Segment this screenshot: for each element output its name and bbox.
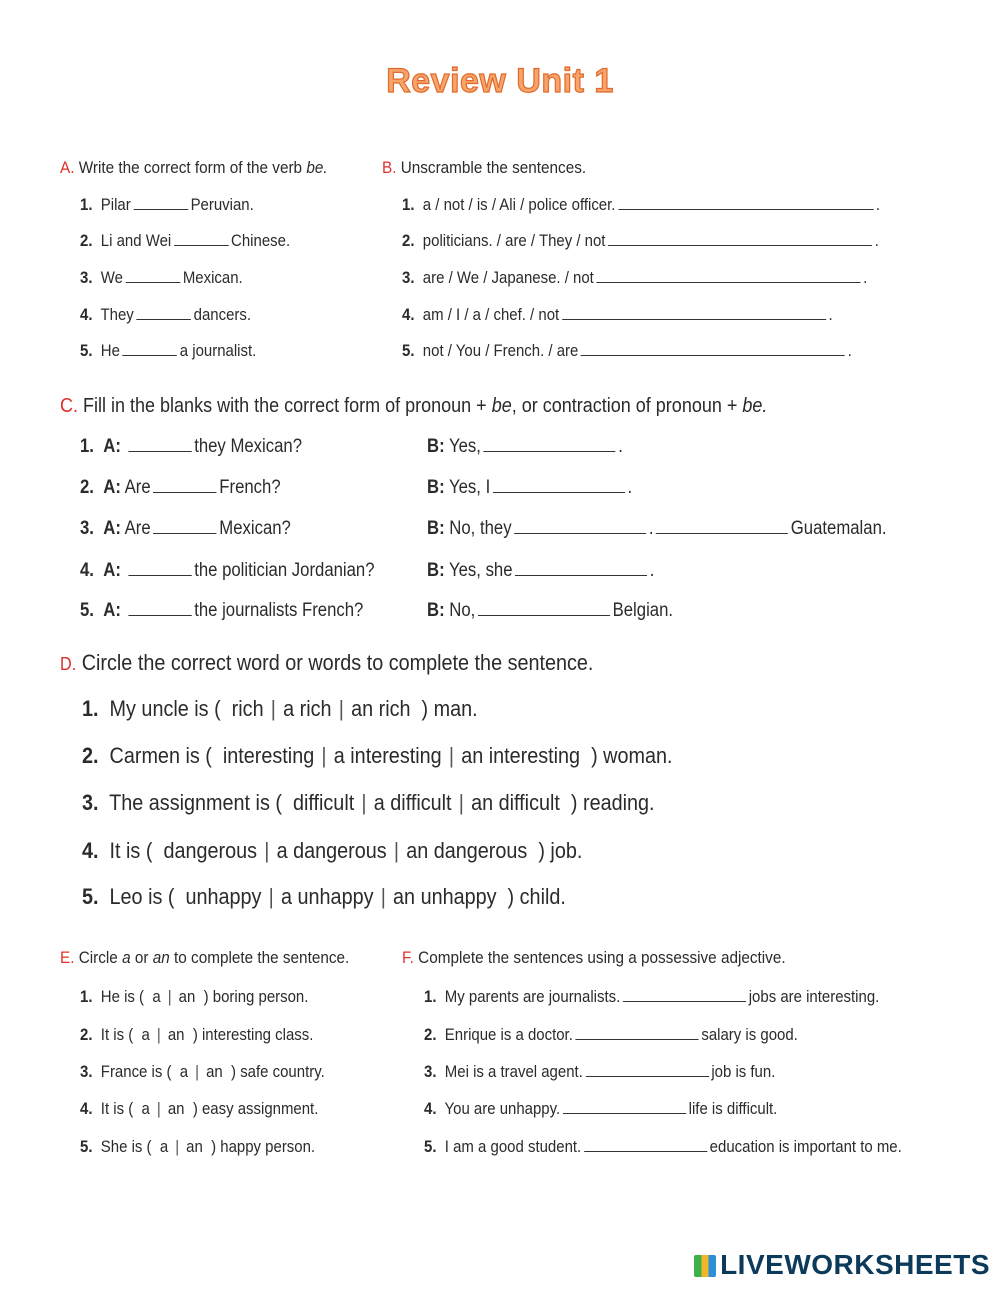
option-choice[interactable]: a (159, 1137, 169, 1156)
section-c-answer (427, 560, 654, 582)
section-a-item (80, 195, 254, 215)
item-text: My parents are journalists. (444, 987, 621, 1006)
item-text: life is difficult. (688, 1099, 778, 1118)
answer-blank[interactable] (128, 450, 191, 452)
option-choice[interactable]: a (141, 1025, 150, 1044)
item-text: . (648, 518, 654, 539)
option-separator: | (175, 1137, 180, 1156)
item-number: 2. (402, 231, 415, 250)
section-f-item (424, 987, 879, 1007)
option-separator: | (156, 1025, 161, 1044)
item-text: It is ( (100, 1099, 134, 1118)
item-text: . (618, 436, 623, 457)
item-text: a / not / is / Ali / police officer. (422, 195, 616, 214)
section-c-question (80, 518, 291, 540)
item-text: Are (124, 518, 151, 539)
item-text: ) man. (421, 696, 478, 721)
item-text: ) happy person. (211, 1137, 316, 1156)
section-b-item (402, 341, 852, 361)
item-number: 2. (80, 1025, 93, 1044)
item-text: salary is good. (701, 1025, 798, 1044)
section-f-letter: F. (402, 948, 414, 967)
option-separator: | (458, 790, 464, 815)
section-e-item (80, 1062, 325, 1082)
answer-blank[interactable] (581, 354, 845, 356)
section-f-item (424, 1062, 775, 1082)
speaker-b-label: B: (427, 560, 445, 581)
option-separator: | (321, 743, 327, 768)
item-number: 5. (424, 1137, 437, 1156)
item-number: 3. (80, 268, 93, 287)
item-text: not / You / French. / are (422, 341, 579, 360)
item-number: 4. (424, 1099, 437, 1118)
option-choice[interactable]: a (152, 987, 161, 1006)
item-number: 1. (80, 987, 93, 1006)
section-a-instruction-emphasis: be. (306, 158, 328, 177)
item-text: She is ( (100, 1137, 152, 1156)
answer-blank[interactable] (153, 491, 216, 493)
speaker-a-label: A: (103, 477, 121, 498)
item-text: the politician Jordanian? (194, 560, 375, 581)
item-text: Leo is ( (109, 884, 175, 909)
item-text: Enrique is a doctor. (444, 1025, 573, 1044)
answer-blank[interactable] (584, 1150, 707, 1152)
speaker-a-label: A: (103, 600, 121, 621)
item-text: Guatemalan. (790, 518, 887, 539)
section-e-or: or (134, 948, 149, 967)
section-e-a: a (122, 948, 131, 967)
option-choice[interactable]: an (167, 1025, 185, 1044)
item-text: It is ( (109, 838, 153, 863)
item-text: You are unhappy. (444, 1099, 561, 1118)
item-text: . (627, 477, 633, 498)
answer-blank[interactable] (562, 318, 826, 320)
section-c-letter: C. (60, 395, 78, 417)
item-text: Mexican. (182, 268, 243, 287)
item-number: 1. (424, 987, 437, 1006)
item-text: No, (449, 600, 476, 621)
answer-blank[interactable] (656, 532, 788, 534)
option-separator: | (195, 1062, 200, 1081)
item-number: 2. (80, 231, 93, 250)
answer-blank[interactable] (608, 244, 872, 246)
item-text: Mei is a travel agent. (444, 1062, 583, 1081)
section-e-item (80, 1099, 318, 1119)
item-text: Li and Wei (100, 231, 172, 250)
item-number: 3. (80, 1062, 93, 1081)
option-separator: | (393, 838, 400, 863)
option-separator: | (268, 884, 274, 909)
option-separator: | (156, 1099, 161, 1118)
item-text: . (874, 231, 879, 250)
answer-blank[interactable] (153, 532, 216, 534)
section-a-heading (60, 158, 328, 178)
item-text: ) child. (507, 884, 566, 909)
section-f-heading (402, 948, 786, 968)
item-number: 1. (80, 195, 93, 214)
option-choice[interactable]: a (179, 1062, 189, 1081)
item-text: . (875, 195, 881, 214)
item-number: 4. (402, 305, 415, 324)
item-text: Mexican? (219, 518, 291, 539)
item-text: No, they (449, 518, 512, 539)
section-a-item (80, 231, 290, 251)
section-c-instruction: Fill in the blanks with the correct form of pronoun + (83, 395, 487, 417)
section-c-answer (427, 436, 623, 458)
section-b-instruction: Unscramble the sentences. (400, 158, 587, 177)
item-text: They (100, 305, 134, 324)
answer-blank[interactable] (484, 450, 616, 452)
option-choice[interactable]: a dangerous (276, 838, 387, 863)
item-text: are / We / Japanese. / not (422, 268, 594, 287)
section-e-item (80, 987, 308, 1007)
speaker-b-label: B: (427, 600, 445, 621)
item-text: Yes, she (449, 560, 513, 581)
answer-blank[interactable] (128, 614, 191, 616)
item-text: a journalist. (179, 341, 257, 360)
item-text: He is ( (100, 987, 145, 1006)
option-choice[interactable]: dangerous (163, 838, 258, 863)
option-separator: | (270, 696, 276, 721)
item-text: dancers. (193, 305, 252, 324)
section-b-item (402, 231, 879, 251)
item-text: Are (124, 477, 151, 498)
section-d-heading (60, 650, 593, 676)
section-d-item (82, 884, 566, 910)
item-text: . (828, 305, 833, 324)
answer-blank[interactable] (478, 614, 610, 616)
option-choice[interactable]: an (186, 1137, 203, 1156)
section-e-item (80, 1025, 313, 1045)
option-choice[interactable]: an (167, 1099, 185, 1118)
answer-blank[interactable] (174, 244, 229, 246)
item-text: It is ( (100, 1025, 134, 1044)
option-choice[interactable]: unhappy (185, 884, 262, 909)
answer-blank[interactable] (585, 1075, 708, 1077)
speaker-a-label: A: (103, 518, 121, 539)
item-text: The assignment is ( (109, 790, 282, 815)
item-text: education is important to me. (709, 1137, 902, 1156)
item-text: Yes, I (449, 477, 491, 498)
section-b-letter: B. (382, 158, 397, 177)
option-choice[interactable]: a rich (283, 696, 332, 721)
option-choice[interactable]: an (178, 987, 196, 1006)
item-text: . (863, 268, 868, 287)
option-separator: | (448, 743, 454, 768)
item-text: Yes, (449, 436, 481, 457)
item-number: 4. (82, 838, 99, 863)
section-f-item (424, 1137, 902, 1157)
item-number: 4. (80, 305, 93, 324)
answer-blank[interactable] (136, 318, 191, 320)
item-text: ) reading. (570, 790, 655, 815)
answer-blank[interactable] (515, 574, 647, 576)
item-number: 1. (402, 195, 415, 214)
item-text: they Mexican? (194, 436, 303, 457)
answer-blank[interactable] (576, 1038, 699, 1040)
item-text: am / I / a / chef. / not (422, 305, 560, 324)
section-e-instruction-end: to complete the sentence. (174, 948, 350, 967)
item-text: ) boring person. (203, 987, 309, 1006)
section-a-item (80, 305, 251, 325)
answer-blank[interactable] (133, 208, 188, 210)
option-choice[interactable]: interesting (222, 743, 315, 768)
item-text: Chinese. (231, 231, 291, 250)
item-text: ) interesting class. (192, 1025, 314, 1044)
section-f-item (424, 1025, 798, 1045)
section-f-instruction: Complete the sentences using a possessive adjective. (418, 948, 786, 967)
item-number: 5. (82, 884, 99, 909)
item-number: 4. (80, 560, 94, 581)
option-choice[interactable]: a difficult (373, 790, 452, 815)
item-text: We (100, 268, 123, 287)
item-number: 2. (80, 477, 94, 498)
answer-blank[interactable] (563, 1112, 686, 1114)
item-text: . (649, 560, 655, 581)
answer-blank[interactable] (618, 208, 873, 210)
section-d-item (82, 743, 673, 769)
option-choice[interactable]: difficult (292, 790, 355, 815)
section-c-answer (427, 600, 673, 622)
item-text: Peruvian. (190, 195, 254, 214)
section-b-item (402, 195, 880, 215)
speaker-b-label: B: (427, 518, 445, 539)
section-d-item (82, 838, 582, 864)
item-number: 3. (80, 518, 94, 539)
section-d-item (82, 696, 478, 722)
option-separator: | (338, 696, 344, 721)
section-f-item (424, 1099, 777, 1119)
answer-blank[interactable] (123, 354, 178, 356)
option-separator: | (167, 987, 172, 1006)
item-text: ) easy assignment. (192, 1099, 319, 1118)
item-number: 3. (82, 790, 99, 815)
item-text: I am a good student. (444, 1137, 582, 1156)
logo-icon (694, 1255, 716, 1277)
section-e-item (80, 1137, 315, 1157)
option-choice[interactable]: an rich (351, 696, 411, 721)
item-text: job is fun. (711, 1062, 776, 1081)
answer-blank[interactable] (514, 532, 646, 534)
section-a-item (80, 268, 243, 288)
item-number: 2. (82, 743, 99, 768)
liveworksheets-logo (694, 1249, 990, 1281)
item-text: French? (219, 477, 281, 498)
section-b-item (402, 305, 833, 325)
item-number: 5. (80, 600, 94, 621)
section-d-item (82, 790, 655, 816)
section-c-emphasis-2: be. (742, 395, 768, 417)
item-text: Pilar (100, 195, 131, 214)
section-c-question (80, 436, 302, 458)
page-title: Review Unit 1 (386, 62, 614, 100)
section-a-item (80, 341, 256, 361)
answer-blank[interactable] (126, 281, 181, 283)
item-text: ) job. (538, 838, 583, 863)
item-text: ) safe country. (231, 1062, 325, 1081)
option-separator: | (361, 790, 367, 815)
answer-blank[interactable] (128, 574, 191, 576)
item-number: 3. (424, 1062, 437, 1081)
option-choice[interactable]: a (141, 1099, 150, 1118)
speaker-a-label: A: (103, 560, 121, 581)
option-choice[interactable]: a interesting (333, 743, 442, 768)
item-text: jobs are interesting. (748, 987, 880, 1006)
option-choice[interactable]: an interesting (461, 743, 581, 768)
speaker-b-label: B: (427, 477, 445, 498)
answer-blank[interactable] (493, 491, 625, 493)
item-text: He (100, 341, 120, 360)
item-text: Belgian. (612, 600, 674, 621)
section-e-letter: E. (60, 948, 75, 967)
answer-blank[interactable] (596, 281, 860, 283)
speaker-a-label: A: (103, 436, 121, 457)
item-number: 2. (424, 1025, 437, 1044)
option-choice[interactable]: rich (231, 696, 264, 721)
answer-blank[interactable] (623, 1000, 746, 1002)
section-b-item (402, 268, 867, 288)
option-choice[interactable]: an difficult (471, 790, 560, 815)
section-e-instruction: Circle (78, 948, 118, 967)
section-b-heading (382, 158, 586, 178)
item-number: 4. (80, 1099, 93, 1118)
option-choice[interactable]: an (206, 1062, 223, 1081)
section-e-heading (60, 948, 349, 968)
section-a-instruction: Write the correct form of the verb (78, 158, 303, 177)
section-c-heading (60, 395, 767, 418)
option-choice[interactable]: an unhappy (393, 884, 497, 909)
option-separator: | (264, 838, 270, 863)
item-number: 1. (80, 436, 94, 457)
option-choice[interactable]: an dangerous (406, 838, 528, 863)
item-text: politicians. / are / They / not (422, 231, 606, 250)
section-d-letter: D. (60, 654, 77, 674)
item-text: France is ( (100, 1062, 172, 1081)
section-c-question (80, 560, 375, 582)
item-number: 3. (402, 268, 415, 287)
item-text: Carmen is ( (109, 743, 212, 768)
section-e-an: an (152, 948, 170, 967)
section-c-instruction-mid: , or contraction of pronoun + (511, 395, 738, 417)
section-d-instruction: Circle the correct word or words to complete the sentence. (81, 650, 594, 675)
item-text: My uncle is ( (109, 696, 221, 721)
item-number: 5. (80, 341, 93, 360)
section-c-answer (427, 518, 887, 540)
item-number: 5. (402, 341, 415, 360)
item-number: 5. (80, 1137, 93, 1156)
logo-text: LIVEWORKSHEETS (720, 1249, 990, 1280)
item-text: the journalists French? (194, 600, 364, 621)
section-c-question (80, 600, 363, 622)
option-choice[interactable]: a unhappy (281, 884, 374, 909)
item-number: 1. (82, 696, 99, 721)
item-text: . (847, 341, 852, 360)
speaker-b-label: B: (427, 436, 445, 457)
section-c-answer (427, 477, 632, 499)
option-separator: | (380, 884, 386, 909)
section-a-letter: A. (60, 158, 75, 177)
section-c-emphasis-1: be (491, 395, 512, 417)
item-text: ) woman. (591, 743, 673, 768)
section-c-question (80, 477, 281, 499)
